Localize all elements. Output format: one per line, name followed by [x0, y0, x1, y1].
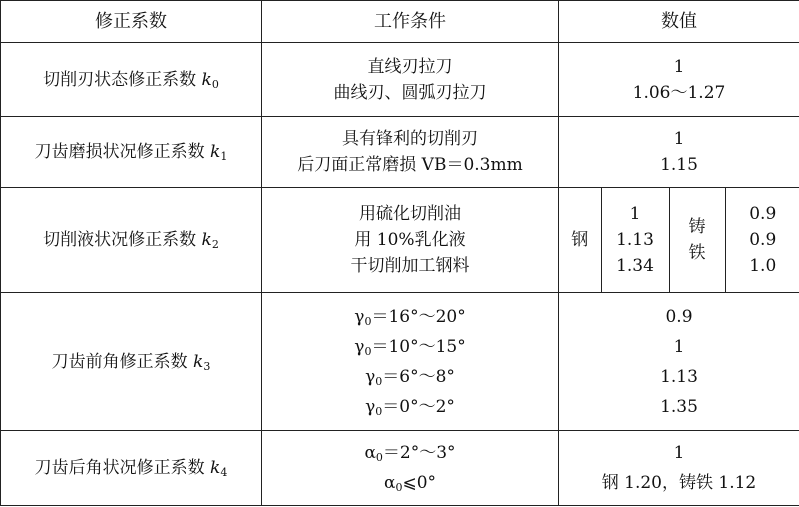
- iron-value: 0.9: [749, 204, 777, 224]
- condition-line: 用硫化切削油: [359, 204, 461, 224]
- condition-line: 干切削加工钢料: [350, 256, 470, 276]
- condition-line: $\alpha_0⩽0^\circ$: [383, 473, 437, 494]
- value-line: 1: [673, 129, 685, 149]
- condition-line: 直线刃拉刀: [367, 56, 453, 77]
- factor-symbol: k: [201, 230, 212, 250]
- iron-values: [725, 188, 799, 292]
- factor-subscript: 4: [220, 466, 228, 479]
- factor-symbol: k: [193, 351, 204, 372]
- value-line: 0.9: [665, 306, 693, 327]
- factor-label: [1, 188, 262, 293]
- condition-line: $\gamma_0=10^\circ\sim 15^\circ$: [354, 336, 466, 358]
- table-row: [1, 117, 799, 188]
- value-line: 1.13: [660, 366, 698, 387]
- factor-name: 刀齿后角状况修正系数: [34, 458, 205, 478]
- factor-name: 刀齿磨损状况修正系数: [34, 142, 205, 162]
- value-cell: [559, 117, 799, 188]
- value-line: 1.35: [660, 396, 698, 417]
- condition-line: $\gamma_0=0^\circ\sim 2^\circ$: [365, 396, 455, 418]
- value-cell: [559, 43, 799, 117]
- value-cell: [559, 431, 799, 506]
- value-line: 钢 1.20，铸铁 1.12: [601, 473, 757, 493]
- header-condition: 工作条件: [262, 1, 559, 43]
- factor-name: 刀齿前角修正系数: [51, 351, 188, 372]
- condition-line: $\gamma_0=16^\circ\sim 20^\circ$: [354, 306, 466, 328]
- factor-subscript: 1: [220, 150, 228, 163]
- condition-cell: [262, 431, 559, 506]
- steel-values: [601, 188, 669, 292]
- factor-subscript: 3: [203, 359, 211, 373]
- coolant-value-subtable: [559, 188, 799, 292]
- condition-line: 具有锋利的切削刃: [342, 129, 478, 149]
- condition-cell: [262, 293, 559, 431]
- condition-line: 用 10%乳化液: [354, 230, 466, 250]
- table-row: [1, 431, 799, 506]
- table-row: [1, 293, 799, 431]
- iron-value: 0.9: [749, 230, 777, 250]
- condition-line: $\alpha_0=2^\circ\sim 3^\circ$: [364, 443, 456, 464]
- condition-line: 后刀面正常磨损 VB＝0.3mm: [297, 155, 523, 175]
- steel-value: 1: [629, 204, 641, 224]
- value-cell-split: [559, 188, 799, 293]
- factor-name: 切削液状况修正系数: [43, 230, 197, 250]
- factor-subscript: 2: [211, 238, 219, 251]
- factor-name: 切削刃状态修正系数: [43, 69, 197, 90]
- factor-subscript: 0: [211, 77, 219, 91]
- condition-line: 曲线刃、圆弧刃拉刀: [333, 82, 487, 103]
- header-value: 数值: [559, 1, 799, 43]
- value-cell: [559, 293, 799, 431]
- factor-label: [1, 117, 262, 188]
- factor-label: [1, 43, 262, 117]
- condition-cell: [262, 43, 559, 117]
- table-row: [1, 188, 799, 293]
- steel-label: 钢: [571, 230, 589, 250]
- factor-label: [1, 293, 262, 431]
- factor-symbol: k: [210, 142, 221, 162]
- steel-value: 1.13: [616, 230, 654, 250]
- condition-cell: [262, 188, 559, 293]
- factor-symbol: k: [201, 69, 212, 90]
- value-line: 1: [673, 443, 685, 463]
- header-factor: 修正系数: [1, 1, 262, 43]
- iron-label: 铸 铁: [669, 188, 725, 292]
- value-line: 1: [673, 336, 685, 357]
- table-header-row: [1, 1, 799, 43]
- factor-symbol: k: [210, 458, 221, 478]
- value-line: 1: [673, 56, 685, 77]
- steel-value: 1.34: [616, 256, 654, 276]
- condition-line: $\gamma_0=6^\circ\sim 8^\circ$: [365, 366, 455, 388]
- iron-value: 1.0: [749, 256, 777, 276]
- value-line: 1.15: [660, 155, 698, 175]
- factor-label: [1, 431, 262, 506]
- condition-cell: [262, 117, 559, 188]
- table-row: [1, 43, 799, 117]
- value-line: 1.06～1.27: [632, 82, 726, 103]
